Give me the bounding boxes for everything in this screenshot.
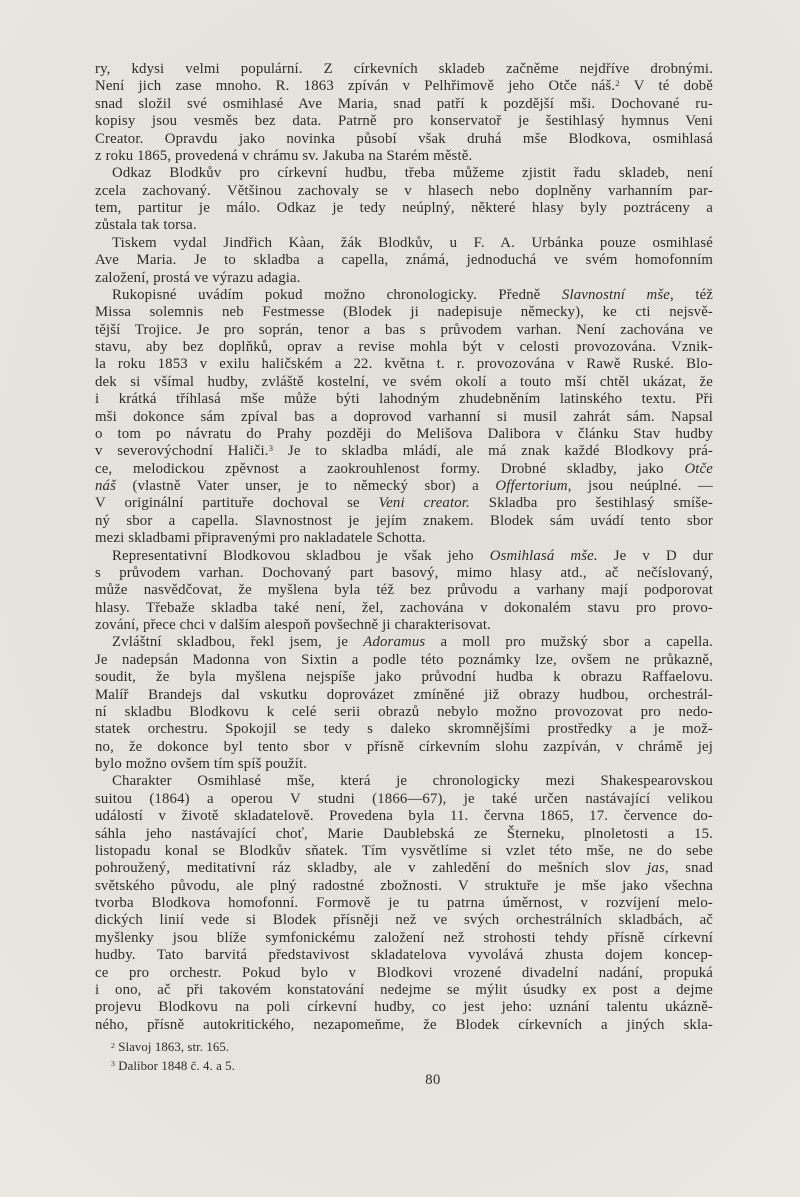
- text-line: Creator. Opravdu jako novinka působí však druhá mše Blodkova, osmihlasá: [95, 130, 713, 147]
- text-line: kopisy jsou vesměs bez data. Patrně pro konservatoř je šestihlasý hymnus Veni: [95, 113, 713, 130]
- text-line: tvorba Blodkova homofonní. Formově je tu patrna úměrnost, v rozvíjení melo-: [95, 895, 713, 911]
- text-line: Representativní Blodkovou skladbou je však jeho Osmihlasá mše. Je v D dur: [112, 547, 713, 564]
- text-line: o tom po návratu do Prahy později do Melišova Dalibora v článku Stav hudby: [95, 425, 713, 442]
- text-line: Odkaz Blodkův pro církevní hudbu, třeba můžeme zjistit řadu skladeb, není: [112, 165, 713, 182]
- text-line: Zvláštní skladbou, řekl jsem, je Adoramus a moll pro mužský sbor a capella.: [112, 634, 713, 651]
- text-line: tem, partitur je málo. Odkaz je tedy neúplný, některé hlasy byly poztráceny a: [95, 200, 713, 216]
- text-line: Je nadepsán Madonna von Sixtin a podle této poznámky lze, ovšem ne průkazně,: [95, 651, 713, 668]
- text-line: s průvodem varhan. Dochovaný part basový, mimo hlasy atd., ač nečíslovaný,: [95, 564, 713, 581]
- footnote: $^3$ Dalibor 1848 č. 4. a 5.: [111, 1058, 235, 1073]
- text-line: hudby. Tato barvitá představivost skladatelova vyvolává zhusta dojem koncep-: [95, 947, 713, 964]
- text-line: i ono, ač při takovém konstatování nedejme se mýlit úsudky ex post a dejme: [95, 981, 713, 998]
- text-line: hlasy. Třebaže skladba také není, žel, zachována v dokonalém stavu pro provo-: [95, 599, 713, 616]
- text-line: založení, prostá ve výrazu adagia.: [95, 269, 301, 286]
- text-line: Charakter Osmihlasé mše, která je chronologicky mezi Shakespearovskou: [112, 773, 713, 790]
- emphasized-text: Slavnostní mše,: [561, 286, 674, 303]
- text-line: ce, melodickou zpěvnost a zaokrouhlenost formy. Drobné skladby, jako Otče: [95, 460, 713, 477]
- text-line: projevu Blodkovu na poli církevní hudby, co jest jeho: uznání talentu ukázně-: [95, 999, 713, 1016]
- emphasized-text: Osmihlasá mše.: [489, 547, 598, 564]
- text-line: Tiskem vydal Jindřich Kàan, žák Blodkův, u F. A. Urbánka pouze osmihlasé: [112, 234, 713, 251]
- text-line: la roku 1853 v exilu haličském a 22. května t. r. provozována v Rawě Ruské. Blo-: [95, 356, 713, 373]
- text-line: Není jich zase mnoho. R. 1863 zpíván v Pelhřimově jeho Otče náš.$^2$ V té době: [95, 78, 713, 95]
- text-line: stavu, aby bez doplňků, oprav a revise mohla být v celosti provozována. Vznik-: [95, 339, 713, 355]
- text-line: myšlenky jsou blíže symfonickému založení než strohosti tehdy přísně církevní: [95, 929, 713, 946]
- footnote-marker: 3: [111, 1059, 115, 1069]
- text-line: ného, přísně autokritického, nezapomeňme, že Blodek církevních a jiných skla-: [95, 1016, 713, 1033]
- text-line: ní skladbu Blodkovu k celé serii obrazů nebylo možno provozovat pro nedo-: [95, 703, 713, 720]
- text-line: v severovýchodní Haliči.$^3$ Je to skladba mládí, ale má znak každé Blodkovy prá-: [95, 443, 714, 460]
- text-line: náš (vlastně Vater unser, je to německý sbor) a Offertorium, jsou neúplné. —: [95, 478, 713, 494]
- footnote-reference: 3: [268, 443, 274, 454]
- body-text: [95, 61, 713, 1034]
- emphasized-text: Adoramus: [363, 634, 426, 651]
- text-line: zcela zachovaný. Většinou zachovaly se v hlasech nebo doplněny varhanním par-: [95, 182, 713, 199]
- text-line: tější Trojice. Je pro soprán, tenor a bas s průvodem varhan. Není zachována ve: [95, 321, 713, 338]
- text-line: V originální partituře dochoval se Veni creator. Skladba pro šestihlasý smíše-: [95, 495, 713, 512]
- text-line: zování, přece chci v dalším alespoň povšechně ji charakterisovat.: [95, 617, 491, 633]
- text-line: může nasvědčovat, že myšlena byla též bez průvodu a varhany mají podporovat: [95, 582, 713, 599]
- text-line: suitou (1864) a operou V studni (1866—67), je také určen nastávající velikou: [95, 790, 713, 807]
- text-line: no, že dokonce byl tento sbor v přísně církevním slohu zazpíván, v chrámě jej: [95, 738, 713, 755]
- text-line: Malíř Brandejs dal vskutku doprovázet zmíněné již obrazy hudbou, orchestrál-: [95, 686, 713, 703]
- text-line: Rukopisné uvádím pokud možno chronologicky. Předně Slavnostní mše, též: [112, 286, 714, 303]
- text-line: ný sbor a capella. Slavnostnost je jejím znakem. Blodek sám uvádí tento sbor: [95, 512, 713, 529]
- text-line: soudit, že byla myšlena nejspíše jako průvodní hudba k obrazu Raffaelovu.: [95, 669, 713, 686]
- footnote-marker: 2: [111, 1040, 115, 1050]
- text-line: listopadu konal se Blodkův sňatek. Tím vysvětlíme si vzlet této mše, ne do sebe: [95, 842, 713, 859]
- text-line: bylo možno ovšem tím spíš použít.: [95, 756, 308, 772]
- text-line: z roku 1865, provedená v chrámu sv. Jakuba na Starém městě.: [95, 147, 473, 164]
- text-line: událostí v životě skladatelově. Provedena byla 11. června 1865, 17. července do-: [95, 808, 713, 825]
- text-line: Missa solemnis neb Festmesse (Blodek ji nadepisuje německy), ke cti nejsvě-: [95, 304, 713, 321]
- text-line: sáhla jeho nastávající choť, Marie Daublebská ze Šterneku, plnoletosti a 15.: [95, 825, 713, 842]
- text-line: zůstala tak torsa.: [95, 217, 197, 234]
- text-line: ce pro orchestr. Pokud bylo v Blodkovi vrozené divadelní nadání, propuká: [95, 964, 713, 981]
- text-line: mši dokonce sám zpíval bas a doprovod varhanní si musil zahrát sám. Napsal: [95, 408, 713, 425]
- text-line: světského původu, ale plný radostné zbožnosti. V struktuře je mše jako všechna: [95, 877, 713, 894]
- text-line: snad složil své osmihlasé Ave Maria, snad patří k pozdější mši. Dochované ru-: [95, 95, 713, 112]
- text-line: Ave Maria. Je to skladba a capella, známá, jednoduchá ve svém homofonním: [95, 252, 713, 269]
- footnote: $^2$ Slavoj 1863, str. 165.: [111, 1040, 230, 1054]
- footnotes: [95, 1038, 713, 1075]
- text-line: mezi skladbami připravenými pro nakladatele Schotta.: [95, 530, 426, 547]
- emphasized-text: jas,: [647, 860, 669, 877]
- page-number: 80: [425, 1072, 441, 1088]
- text-line: dických linií vede si Blodek přísněji než ve svých orchestrálních skladbách, ač: [95, 912, 713, 929]
- footnote-reference: 2: [615, 78, 620, 89]
- emphasized-text: Otče: [684, 460, 713, 477]
- emphasized-text: Offertorium,: [495, 478, 572, 494]
- text-line: i krátká tříhlasá mše může býti lahodným zhudebněním latinského textu. Při: [95, 391, 713, 408]
- text-line: ry, kdysi velmi populární. Z církevních skladeb začněme nejdříve drobnými.: [95, 61, 713, 77]
- text-line: statek orchestru. Spokojil se tedy s daleko skromnějšími prostředky a je mož-: [95, 721, 713, 738]
- emphasized-text: Veni creator.: [378, 495, 470, 512]
- text-line: dek si všímal hudby, zvláště kostelní, ve svém okolí a touto mší chtěl ukázat, že: [95, 373, 713, 390]
- text-line: pohroužený, meditativní ráz skladby, ale v zahledění do mešních slov jas, snad: [95, 860, 713, 877]
- emphasized-text: náš: [95, 478, 117, 494]
